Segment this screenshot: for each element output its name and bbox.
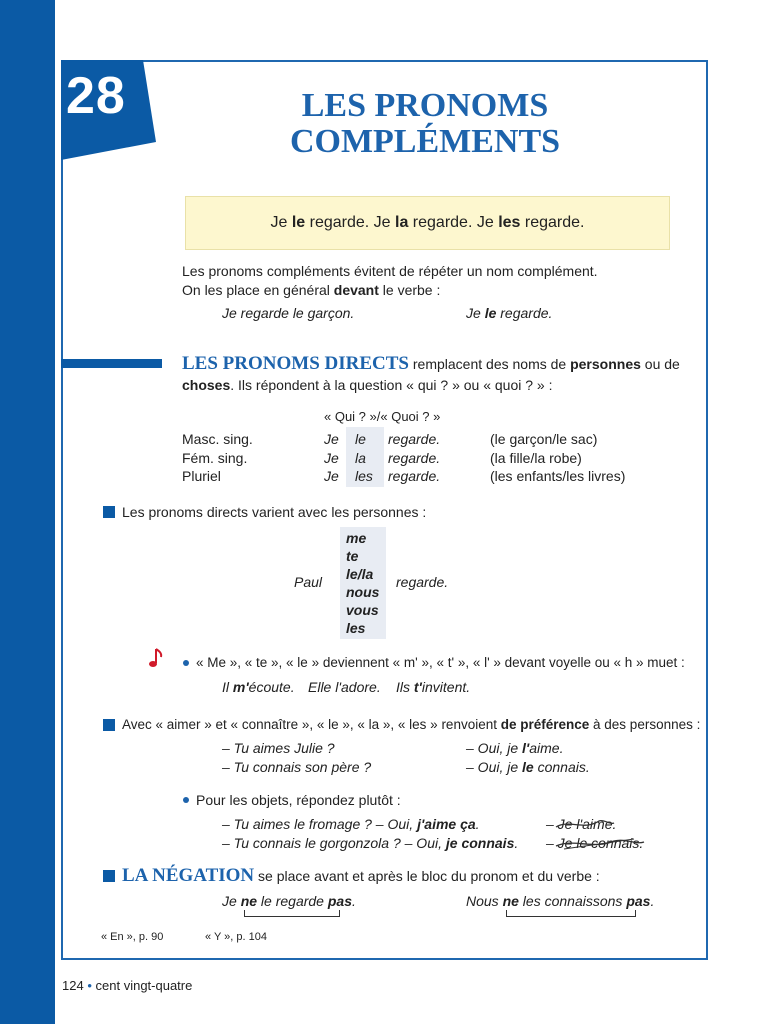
negation-bracket-1 [244, 910, 340, 917]
box-pronoun: le [291, 214, 306, 231]
footer-bullet: • [87, 978, 92, 993]
aimer-text: Avec « aimer » et « connaître », « le », « la », « les » renvoient de préférence à des personnes : [122, 717, 701, 732]
pronoun-item: les [346, 620, 366, 636]
aimer-answer-1: – Oui, je l'aime. [466, 740, 564, 756]
row-subject: Je [324, 468, 339, 484]
intro-line-2: On les place en général devant le verbe : [182, 282, 441, 298]
negation-line: LA NÉGATION se place avant et après le bloc du pronom et du verbe : [122, 865, 600, 886]
side-bar [0, 0, 55, 1024]
pronoun-item: nous [346, 584, 380, 600]
intro-example-left: Je regarde le garçon. [222, 305, 355, 321]
row-verb: regarde. [388, 468, 441, 484]
negation-heading: LA NÉGATION [122, 865, 255, 886]
pronoun-item: te [346, 548, 359, 564]
chapter-title-line2: COMPLÉMENTS [289, 123, 561, 160]
chapter-title [200, 88, 650, 160]
chapter-title-line1: LES PRONOMS [301, 87, 549, 124]
pronoun-item: vous [346, 602, 379, 618]
directs-heading: LES PRONOMS DIRECTS [182, 353, 409, 374]
elision-example-3: Ils t'invitent. [396, 679, 471, 695]
page-number-words: cent vingt-quatre [95, 978, 193, 993]
box-pronoun: les [498, 214, 521, 231]
row-subject: Je [324, 431, 339, 447]
objets-wrong-1 [546, 815, 616, 833]
row-label: Fém. sing. [182, 450, 248, 466]
box-text: regarde. [520, 214, 585, 231]
dot-bullet [183, 660, 189, 666]
box-pronoun: la [395, 214, 409, 231]
varient-text: Les pronoms directs varient avec les personnes : [122, 504, 427, 520]
square-bullet [103, 506, 115, 518]
box-text: regarde. Je [408, 214, 499, 231]
wrong-answer: – Je le connais. [546, 835, 644, 851]
chapter-number: 28 [66, 67, 126, 125]
row-verb: regarde. [388, 450, 441, 466]
row-gloss: (la fille/la robe) [490, 450, 582, 466]
intro-example-right: Je le regarde. [466, 305, 553, 321]
dot-bullet [183, 797, 189, 803]
strike-mark [554, 817, 616, 833]
page-number: 124 [62, 978, 84, 993]
objets-line-2: – Tu connais le gorgonzola ? – Oui, je connais. [222, 835, 519, 851]
aimer-question-1: – Tu aimes Julie ? [222, 740, 335, 756]
aimer-question-2: – Tu connais son père ? [222, 759, 372, 775]
row-label: Pluriel [182, 468, 221, 484]
row-subject: Je [324, 450, 339, 466]
objets-text: Pour les objets, répondez plutôt : [196, 792, 401, 808]
square-bullet [103, 870, 115, 882]
row-verb: regarde. [388, 431, 441, 447]
pronoun-list [346, 529, 379, 637]
objets-wrong-2 [546, 834, 643, 852]
intro-example-box [185, 196, 670, 250]
row-pronoun: la [355, 450, 366, 466]
negation-example-1: Je ne le regarde pas. [222, 893, 356, 909]
row-pronoun: le [355, 431, 366, 447]
wrong-answer: – Je l'aime. [546, 816, 617, 832]
negation-example-2: Nous ne les connaissons pas. [466, 893, 655, 909]
row-label: Masc. sing. [182, 431, 253, 447]
ref-en[interactable]: « En », p. 90 [101, 931, 164, 943]
objets-line-1: – Tu aimes le fromage ? – Oui, j'aime ça. [222, 816, 480, 832]
varient-verb: regarde. [396, 574, 449, 590]
intro-line-1: Les pronoms compléments évitent de répéter un nom complément. [182, 263, 598, 279]
negation-bracket-2 [506, 910, 636, 917]
music-note-icon [148, 648, 164, 670]
section-stripe [61, 359, 162, 368]
directs-intro-line-1: LES PRONOMS DIRECTS remplacent des noms de personnes ou de [182, 353, 680, 374]
page-footer [62, 977, 192, 995]
elision-example-2: Elle l'adore. [308, 679, 381, 695]
pronoun-item: me [346, 530, 367, 546]
elision-text: « Me », « te », « le » deviennent « m' », « t' », « l' » devant voyelle ou « h » muet : [196, 655, 685, 670]
box-text: regarde. Je [305, 214, 396, 231]
ref-y[interactable]: « Y », p. 104 [205, 931, 267, 943]
pronoun-item: le/la [346, 566, 374, 582]
question-label: « Qui ? »/« Quoi ? » [324, 409, 441, 424]
elision-example-1: Il m'écoute. [222, 679, 295, 695]
row-pronoun: les [355, 468, 373, 484]
directs-intro-line-2: choses. Ils répondent à la question « qui ? » ou « quoi ? » : [182, 377, 553, 393]
row-gloss: (le garçon/le sac) [490, 431, 598, 447]
aimer-answer-2: – Oui, je le connais. [466, 759, 590, 775]
varient-subject: Paul [294, 574, 323, 590]
row-gloss: (les enfants/les livres) [490, 468, 626, 484]
box-text: Je [270, 214, 292, 231]
strike-mark [554, 836, 646, 852]
square-bullet [103, 719, 115, 731]
